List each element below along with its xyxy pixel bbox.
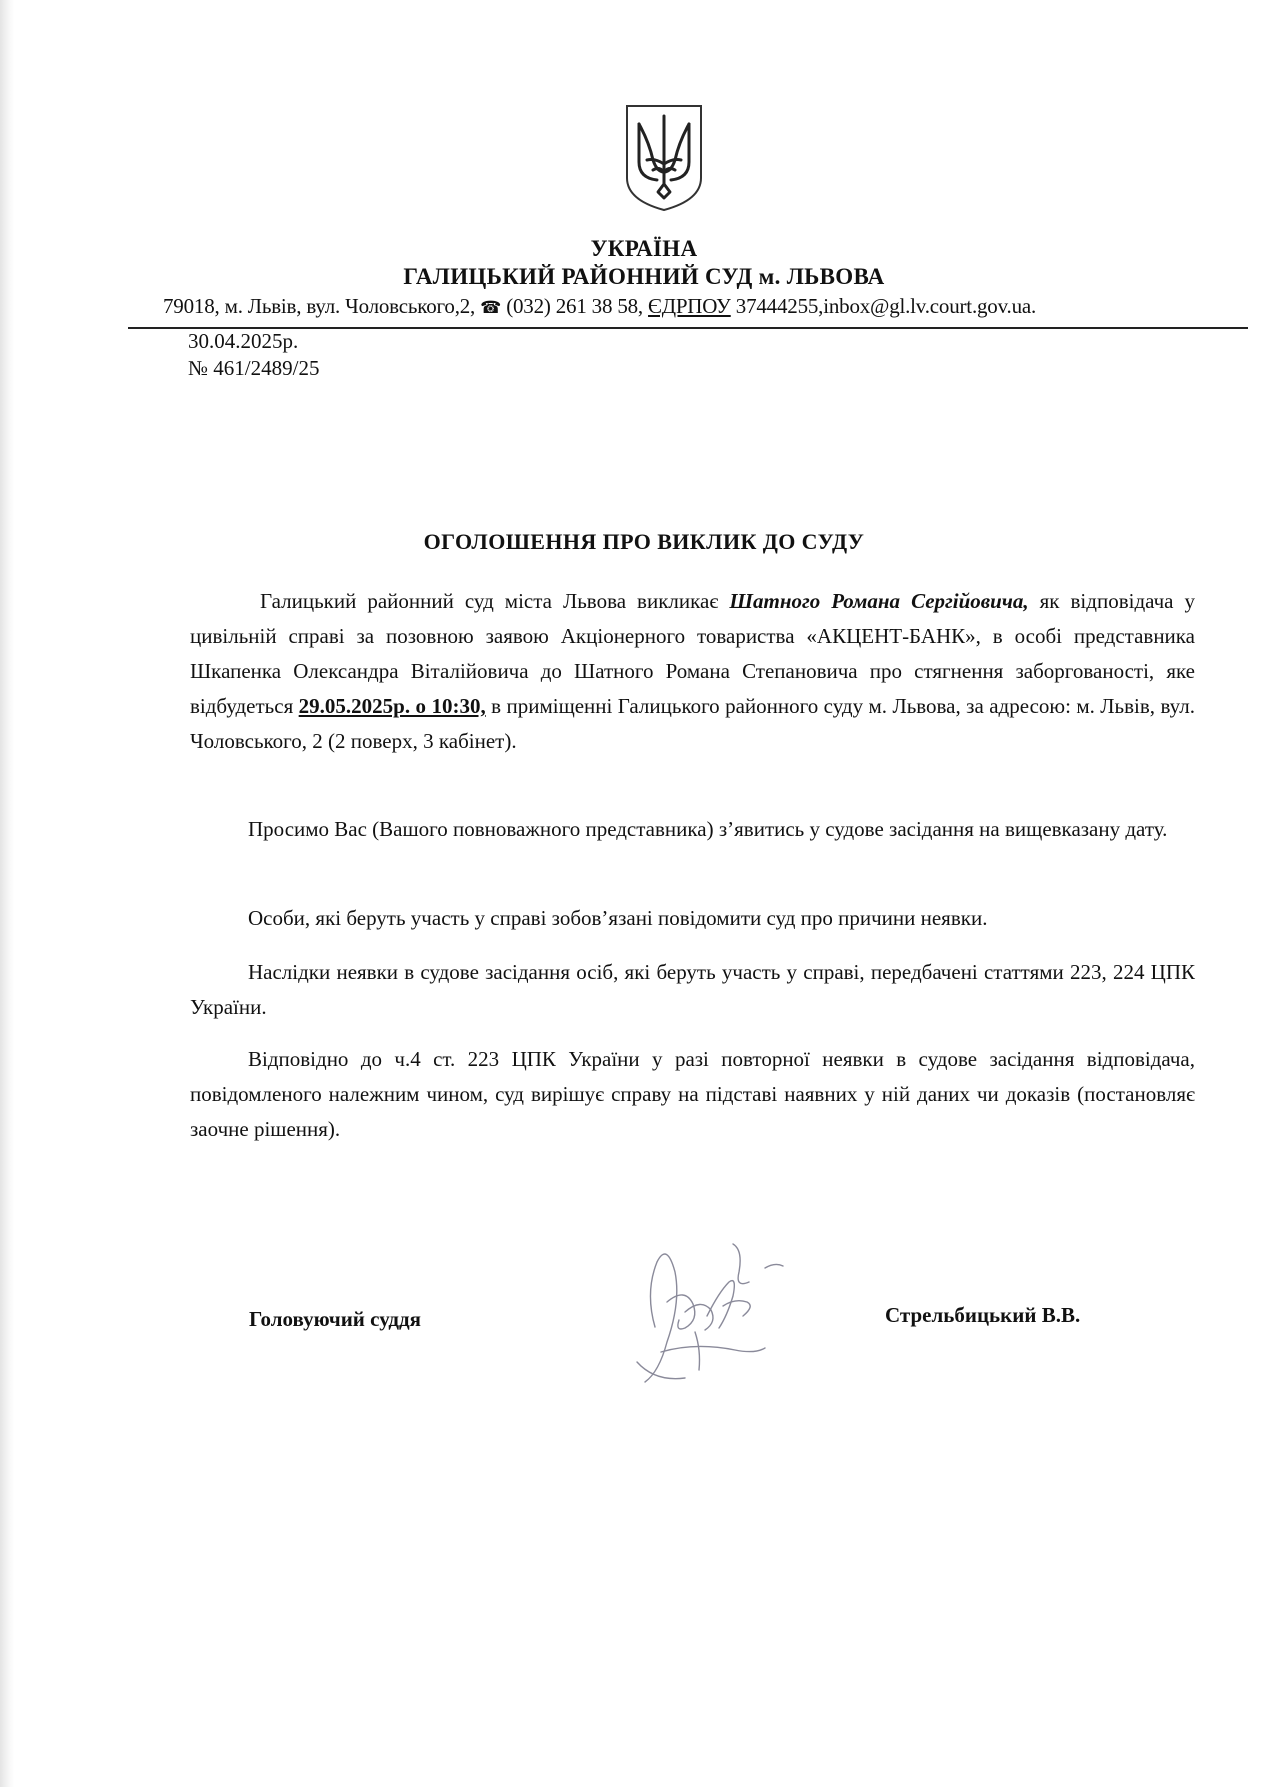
- default-judgment-paragraph: Відповідно до ч.4 ст. 223 ЦПК України у разі повторної неявки в судове засідання відповідача, повідомленого належним чином, суд вирішує справу на підставі наявних у ній даних чи доказів (постановляє заочне рішення).: [190, 1047, 1195, 1141]
- edrpou-label: ЄДРПОУ: [648, 294, 731, 318]
- consequences-paragraph: Наслідки неявки в судове засідання осіб, які беруть участь у справі, передбачені статтями 223, 224 ЦПК України.: [190, 960, 1195, 1019]
- court-contact-line: [163, 294, 1036, 319]
- document-title: ОГОЛОШЕННЯ ПРО ВИКЛИК ДО СУДУ: [423, 529, 865, 554]
- court-edrpou-email: 37444255,inbox@gl.lv.court.gov.ua.: [730, 294, 1037, 318]
- phone-icon: ☎: [480, 298, 502, 317]
- judge-name: Стрельбицький В.В.: [885, 1303, 1081, 1327]
- case-number: № 461/2489/25: [188, 356, 320, 380]
- defendant-name: Шатного Романа Сергійовича,: [729, 589, 1029, 613]
- appearance-request-paragraph: Просимо Вас (Вашого повноважного представника) з’явитись у судове засідання на вищевказану дату.: [248, 817, 1168, 841]
- hearing-location: в приміщенні Галицького районного суду м. Львова, за адресою: м. Львів, вул. Чоловського, 2 (2 поверх, 3 кабінет).: [190, 694, 1195, 753]
- judge-role: Головуючий суддя: [249, 1307, 421, 1331]
- summons-details: як відповідача у цивільній справі за позовною заявою Акціонерного товариства «АКЦЕНТ-БАНК», в особі представника Шкапенка Олександра Віталійовича до Шатного Романа Степановича про стягнення заборгованості, яке відбудеться: [190, 589, 1195, 718]
- document-date: 30.04.2025р.: [188, 329, 299, 353]
- court-phone: (032) 261 38 58,: [501, 294, 649, 318]
- court-address: 79018, м. Львів, вул. Чоловського,2,: [163, 294, 481, 318]
- trident-emblem-icon: [623, 100, 705, 212]
- summons-paragraph: [190, 584, 1195, 759]
- court-heading: ГАЛИЦЬКИЙ РАЙОННИЙ СУД м. ЛЬВОВА: [403, 264, 885, 289]
- notification-duty-paragraph: Особи, які беруть участь у справі зобов’язані повідомити суд про причини неявки.: [248, 906, 988, 930]
- summons-intro: Галицький районний суд міста Львова викликає: [260, 589, 730, 613]
- hearing-datetime: 29.05.2025р. о 10:30,: [298, 694, 486, 718]
- handwritten-signature: [615, 1232, 795, 1392]
- country-heading: УКРАЇНА: [590, 236, 698, 261]
